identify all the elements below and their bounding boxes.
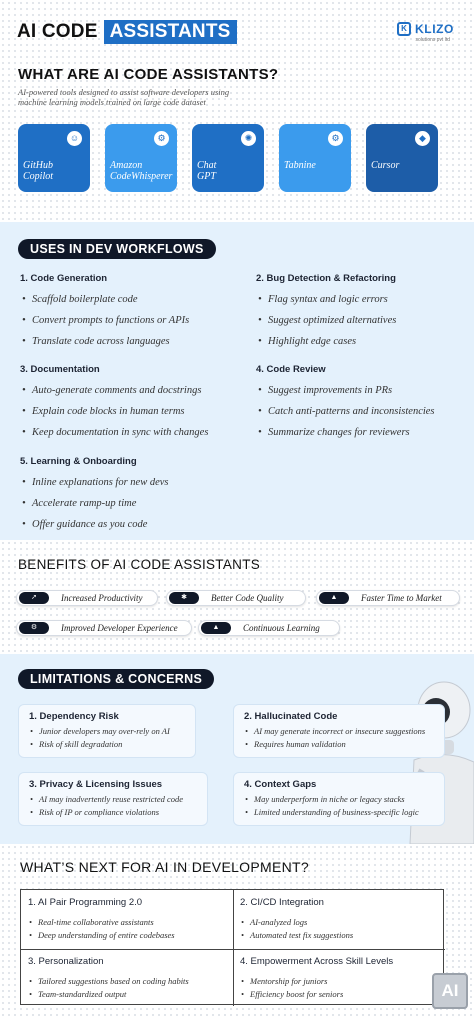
list-item: • Offer guidance as you code [20,514,250,535]
robot-icon: ☺ [67,131,82,146]
tool-card-amazon-codewhisperer [105,124,177,192]
limitation-title: 4. Context Gaps [244,779,317,790]
benefit-label: Better Code Quality [211,593,284,603]
gear-icon: ⚙ [328,131,343,146]
grid-divider-horizontal [21,949,445,950]
next-cell-cicd-integration [240,897,440,942]
use-block-title: 4. Code Review [256,364,326,375]
next-grid [20,889,444,1005]
gear-icon: ⚙ [154,131,169,146]
tool-label: Tabnine [284,160,316,171]
next-cell-ai-pair-programming [28,897,228,942]
next-cell-title: 4. Empowerment Across Skill Levels [240,956,394,967]
tool-card-github-copilot [18,124,90,192]
rocket-icon: ➚ [19,592,49,604]
list-item: • Risk of skill degradation [29,738,197,751]
list-item: • Requires human validation [244,738,444,751]
limitation-card-privacy-licensing [18,772,208,826]
benefit-better-code-quality [166,590,306,606]
limitations-heading: LIMITATIONS & CONCERNS [18,669,214,689]
use-block-title: 1. Code Generation [20,273,108,284]
list-item: • Suggest improvements in PRs [256,380,471,401]
title-main: AI CODE [17,21,98,42]
tool-card-tabnine [279,124,351,192]
benefits-section [0,540,474,654]
ai-chip-icon: AI [432,973,468,1009]
logo-text: KLIZO [415,22,454,36]
use-block-learning [20,456,250,535]
tool-label: Chat GPT [197,160,217,182]
benefit-continuous-learning [198,620,340,636]
use-block-bug-detection [256,273,474,352]
list-item: • AI may inadvertently reuse restricted code [29,793,207,806]
list-item: • Translate code across languages [20,331,250,352]
list-item: • Junior developers may over-rely on AI [29,725,197,738]
list-item: • May underperform in niche or legacy stacks [244,793,444,806]
grid-divider-vertical [233,890,234,1006]
tool-card-chatgpt [192,124,264,192]
gears-icon: ⚙ [19,622,49,634]
next-section [0,844,474,1017]
list-item: • Team-standardized output [28,988,228,1001]
tool-card-cursor [366,124,438,192]
next-cell-personalization [28,956,228,1001]
limitation-title: 3. Privacy & Licensing Issues [29,779,163,790]
uses-section [0,222,474,540]
benefit-increased-productivity [16,590,158,606]
intro-heading: WHAT ARE AI CODE ASSISTANTS? [18,66,279,83]
tool-label: Amazon CodeWhisperer [110,160,173,182]
tool-cards [18,124,438,192]
benefit-faster-time-to-market [316,590,460,606]
title-highlight: ASSISTANTS [104,20,237,44]
list-item: • Flag syntax and logic errors [256,289,474,310]
chart-icon: ▲ [319,592,349,604]
use-block-title: 2. Bug Detection & Refactoring [256,273,396,284]
next-cell-title: 3. Personalization [28,956,104,967]
list-item: • Highlight edge cases [256,331,474,352]
limitation-title: 2. Hallucinated Code [244,711,338,722]
limitation-card-hallucinated-code [233,704,445,758]
tool-label: GitHub Copilot [23,160,54,182]
next-cell-empowerment [240,956,440,1001]
list-item: • Convert prompts to functions or APIs [20,310,250,331]
list-item: • Summarize changes for reviewers [256,422,471,443]
benefit-label: Faster Time to Market [361,593,442,603]
list-item: • Efficiency boost for seniors [240,988,440,1001]
list-item: • AI-analyzed logs [240,916,440,929]
list-item: • Tailored suggestions based on coding habits [28,975,228,988]
list-item: • Mentorship for juniors [240,975,440,988]
list-item: • Suggest optimized alternatives [256,310,474,331]
header-section [0,0,474,222]
benefit-improved-developer-experience [16,620,192,636]
benefits-heading: BENEFITS OF AI CODE ASSISTANTS [18,557,261,572]
use-block-code-generation [20,273,250,352]
uses-heading: USES IN DEV WORKFLOWS [18,239,216,259]
klizo-logo [397,22,454,36]
use-block-title: 5. Learning & Onboarding [20,456,137,467]
list-item: • Auto-generate comments and docstrings [20,380,250,401]
bug-icon: ✱ [169,592,199,604]
list-item: • Catch anti-patterns and inconsistencies [256,401,471,422]
limitation-card-context-gaps [233,772,445,826]
benefit-label: Increased Productivity [61,593,143,603]
list-item: • Scaffold boilerplate code [20,289,250,310]
tool-label: Cursor [371,160,400,171]
logo-subtext: solutions pvt ltd [415,37,450,43]
use-block-code-review [256,364,471,443]
use-block-title: 3. Documentation [20,364,100,375]
openai-icon: ✺ [241,131,256,146]
intro-description: AI-powered tools designed to assist software developers using machine learning models trained on large code dataset [18,87,230,107]
limitation-title: 1. Dependency Risk [29,711,119,722]
limitation-card-dependency-risk [18,704,196,758]
klizo-logo-icon: K [397,22,411,36]
next-cell-title: 2. CI/CD Integration [240,897,324,908]
benefit-label: Improved Developer Experience [61,623,178,633]
list-item: • Risk of IP or compliance violations [29,806,207,819]
list-item: • Inline explanations for new devs [20,472,250,493]
next-heading: WHAT’S NEXT FOR AI IN DEVELOPMENT? [20,859,309,875]
cube-icon: ◆ [415,131,430,146]
list-item: • Automated test fix suggestions [240,929,440,942]
limitations-section [0,654,474,844]
list-item: • Limited understanding of business-specific logic [244,806,444,819]
cap-icon: ▲ [201,622,231,634]
list-item: • Deep understanding of entire codebases [28,929,228,942]
use-block-documentation [20,364,250,443]
list-item: • Accelerate ramp-up time [20,493,250,514]
list-item: • Real-time collaborative assistants [28,916,228,929]
list-item: • Explain code blocks in human terms [20,401,250,422]
list-item: • AI may generate incorrect or insecure suggestions [244,725,444,738]
list-item: • Keep documentation in sync with changes [20,422,250,443]
next-cell-title: 1. AI Pair Programming 2.0 [28,897,143,908]
benefit-label: Continuous Learning [243,623,320,633]
page-title [17,20,237,44]
